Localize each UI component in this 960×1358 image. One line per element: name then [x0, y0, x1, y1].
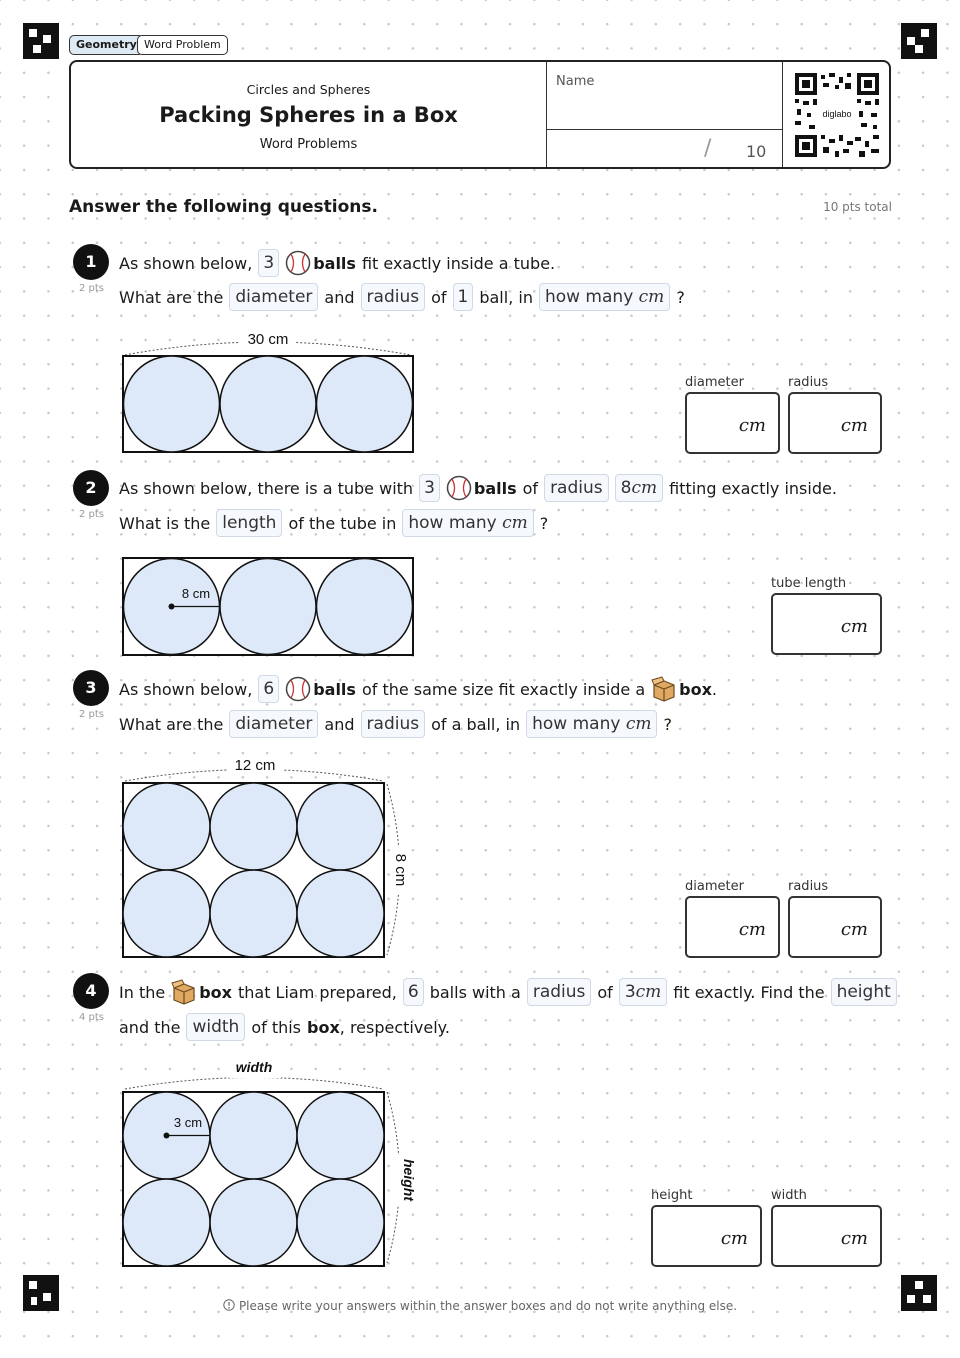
q4-text: balls with a: [429, 982, 521, 1002]
q1-ball: [124, 356, 220, 452]
cardboard-box-icon: [651, 676, 677, 702]
question-4-points: 4 pts: [79, 1012, 105, 1023]
q1-ball: [317, 356, 413, 452]
q2-radius-chip: radius: [544, 474, 609, 502]
q3-box-word: box: [679, 679, 712, 699]
q3-answer-label-radius: radius: [788, 879, 829, 894]
footer-text: Please write your answers within the answer boxes and do not write anything else.: [238, 1299, 738, 1313]
q2-howmany-chip: [402, 509, 533, 537]
q2-balls-word: balls: [473, 478, 517, 498]
answer-unit: cm: [720, 1228, 748, 1249]
q2-answer-label-length: tube length: [771, 576, 847, 591]
question-3-number: 3: [73, 670, 109, 706]
q1-ball-count: 3: [258, 249, 279, 277]
q2-text: of the tube in: [288, 513, 397, 533]
answer-unit: cm: [840, 616, 868, 637]
q3-answer-label-diameter: diameter: [685, 879, 744, 894]
question-3-line-2: [119, 708, 678, 740]
q4-box-word: box: [307, 1017, 340, 1037]
q2-text: of: [522, 478, 539, 498]
q3-unit: cm: [625, 714, 652, 734]
question-3-line-1: As shown below, 6 balls of the same size fit exactly inside a box .: [119, 673, 723, 705]
q4-width-arc: [125, 1078, 383, 1090]
q2-ball-count: 3: [419, 474, 440, 502]
q1-one-chip: 1: [453, 283, 474, 311]
q4-radius-label: 3 cm: [173, 1115, 203, 1130]
answer-unit: cm: [840, 919, 868, 940]
q2-figure: [115, 550, 425, 662]
question-1-line-2: [119, 281, 691, 313]
name-label: Name: [556, 74, 595, 89]
q4-height-chip: height: [831, 978, 897, 1006]
question-1-number: 1: [73, 244, 109, 280]
q4-ball: [297, 1092, 384, 1179]
q1-text: and: [324, 287, 355, 307]
question-3-points: 2 pts: [79, 709, 105, 720]
q4-answer-box-width[interactable]: [771, 1205, 882, 1267]
q4-radius-unit: cm: [635, 982, 662, 1002]
q1-ball: [220, 356, 316, 452]
q3-text: of the same size fit exactly inside a: [361, 679, 646, 699]
q2-text: fitting exactly inside.: [669, 478, 837, 498]
question-1-line-1: [119, 247, 561, 279]
q3-ball: [210, 783, 297, 870]
question-2-points: 2 pts: [79, 509, 105, 520]
q3-answer-box-diameter[interactable]: [685, 896, 780, 958]
q3-howmany-text: how many: [532, 714, 621, 734]
corner-marker-top-right: [901, 23, 937, 59]
q3-ball-count: 6: [258, 675, 279, 703]
q2-radius-value: 8: [620, 478, 632, 498]
q4-figure: [115, 1055, 425, 1270]
q4-answer-label-height: height: [651, 1188, 693, 1203]
q2-center-dot: [169, 604, 175, 610]
question-2-line-1: [119, 472, 843, 504]
q3-text: of a ball, in: [431, 714, 521, 734]
q2-length-chip: length: [216, 509, 282, 537]
q4-text: In the: [119, 982, 166, 1002]
q1-figure: [115, 325, 425, 460]
q1-question-mark: ?: [676, 287, 685, 307]
q1-howmany-text: how many: [544, 287, 634, 307]
header-title-area: [71, 62, 546, 167]
baseball-icon: [285, 676, 311, 702]
tag-geometry: Geometry: [69, 35, 144, 55]
q3-radius-chip: radius: [361, 710, 426, 738]
q3-width-label: 12 cm: [234, 757, 276, 774]
q1-text: What are the: [119, 287, 224, 307]
q4-width-chip: width: [186, 1013, 245, 1041]
q3-text: What are the: [119, 714, 224, 734]
q4-text: of: [597, 982, 613, 1002]
q4-height-label: height: [401, 1159, 417, 1201]
q1-radius-chip: radius: [361, 283, 426, 311]
page-title: Packing Spheres in a Box: [159, 103, 458, 127]
q4-ball: [210, 1179, 297, 1266]
q3-ball: [123, 870, 210, 957]
q1-answer-box-diameter[interactable]: [685, 392, 780, 454]
q1-answer-box-radius[interactable]: [788, 392, 882, 454]
q2-ball: [220, 559, 316, 655]
q4-answer-label-width: width: [771, 1188, 807, 1203]
q3-diameter-chip: diameter: [229, 710, 318, 738]
q1-text: of: [431, 287, 447, 307]
q4-width-label: width: [235, 1059, 273, 1075]
q4-radius-value-chip: [619, 978, 667, 1006]
header-subtitle: Circles and Spheres: [246, 82, 371, 97]
q3-height-label: 8 cm: [392, 853, 409, 887]
q2-text: What is the: [119, 513, 211, 533]
q3-ball: [297, 783, 384, 870]
q4-center-dot: [164, 1133, 170, 1139]
q1-howmany-chip: [539, 283, 670, 311]
q3-ball: [123, 783, 210, 870]
qr-code: [795, 73, 879, 157]
header-box: [69, 60, 891, 169]
answer-unit: cm: [738, 919, 766, 940]
q3-figure: [115, 752, 425, 962]
q1-dimension-label: 30 cm: [247, 331, 289, 348]
answer-unit: cm: [840, 415, 868, 436]
corner-marker-top-left: [23, 23, 59, 59]
q1-diameter-chip: diameter: [229, 283, 318, 311]
q4-text: of this: [251, 1017, 302, 1037]
q3-question-mark: ?: [663, 714, 672, 734]
answer-unit: cm: [840, 1228, 868, 1249]
q4-ball-count: 6: [403, 978, 424, 1006]
footer-note: [0, 1299, 960, 1313]
question-4-line-2: [119, 1011, 456, 1043]
q4-ball: [297, 1179, 384, 1266]
info-icon: [223, 1299, 235, 1311]
baseball-icon: [446, 475, 472, 501]
q2-ball: [317, 559, 413, 655]
q4-text: that Liam prepared,: [237, 982, 397, 1002]
q1-answer-label-radius: radius: [788, 375, 829, 390]
q1-text: As shown below,: [119, 253, 253, 273]
q1-unit: cm: [638, 287, 665, 307]
q4-radius-value: 3: [624, 982, 636, 1002]
q4-answer-box-height[interactable]: [651, 1205, 762, 1267]
q3-text: As shown below,: [119, 679, 253, 699]
q4-ball: [123, 1179, 210, 1266]
score-slash: /: [704, 136, 712, 161]
q4-text: fit exactly. Find the: [673, 982, 825, 1002]
q1-balls-word: balls: [313, 253, 356, 273]
q4-text: , respectively.: [339, 1017, 450, 1037]
q1-text: ball, in: [479, 287, 533, 307]
q3-ball: [297, 870, 384, 957]
q2-text: As shown below, there is a tube with: [119, 478, 414, 498]
question-4-number: 4: [73, 973, 109, 1009]
question-2-line-2: [119, 507, 554, 539]
q3-text: and: [324, 714, 355, 734]
q4-radius-chip: radius: [527, 978, 592, 1006]
q2-howmany-text: how many: [408, 513, 497, 533]
q2-radius-value-chip: [615, 474, 663, 502]
answer-unit: cm: [738, 415, 766, 436]
score-max: 10: [746, 142, 767, 161]
q1-answer-label-diameter: diameter: [685, 375, 744, 390]
q2-unit: cm: [502, 513, 528, 533]
question-1-points: 2 pts: [79, 283, 105, 294]
q4-box-word: box: [199, 982, 232, 1002]
q4-ball: [210, 1092, 297, 1179]
header-kind: Word Problems: [259, 137, 358, 152]
q2-answer-box-length[interactable]: [771, 593, 882, 655]
q3-balls-word: balls: [313, 679, 356, 699]
q2-radius-label: 8 cm: [181, 586, 211, 601]
q4-text: and the: [119, 1017, 181, 1037]
question-4-line-1: [119, 976, 903, 1008]
tag-word-problem: Word Problem: [137, 35, 228, 55]
q2-radius-unit: cm: [631, 478, 658, 498]
name-divider: [547, 129, 782, 130]
q3-answer-box-radius[interactable]: [788, 896, 882, 958]
instructions: Answer the following questions.: [69, 197, 378, 217]
name-area[interactable]: [546, 62, 783, 167]
baseball-icon: [285, 250, 311, 276]
q1-text-end: fit exactly inside a tube.: [361, 253, 556, 273]
q2-question-mark: ?: [539, 513, 549, 533]
q3-howmany-chip: [526, 710, 657, 738]
qr-label: diglabo: [822, 109, 852, 119]
total-points: 10 pts total: [823, 200, 892, 214]
q3-ball: [210, 870, 297, 957]
cardboard-box-icon: [171, 979, 197, 1005]
question-2-number: 2: [73, 470, 109, 506]
